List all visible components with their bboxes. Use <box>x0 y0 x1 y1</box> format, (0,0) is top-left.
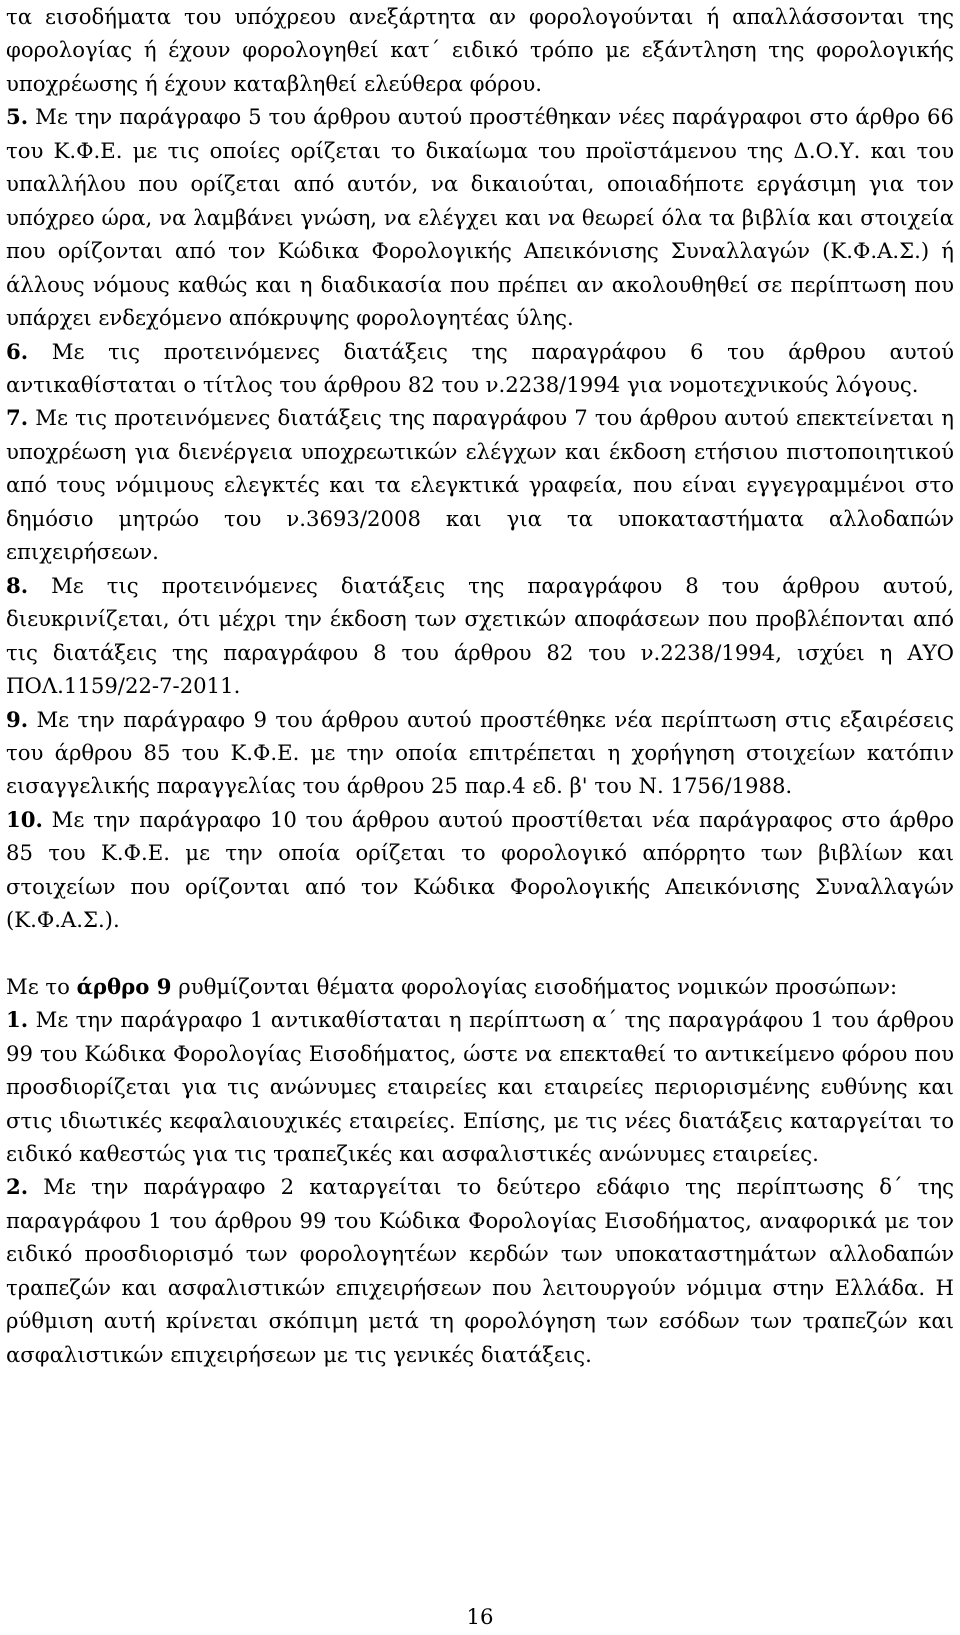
document-page <box>6 0 954 1371</box>
intro-before: Με το <box>6 973 77 999</box>
paragraph-6 <box>6 335 954 402</box>
paragraph-spacer <box>6 937 954 970</box>
paragraph-9 <box>6 703 954 803</box>
paragraph-text: Με τις προτεινόμενες διατάξεις της παραγράφου 7 του άρθρου αυτού επεκτείνεται η υποχρέωση για διενέργεια υποχρεωτικών ελέγχων και έκδοση ετήσιου πιστοποιητικού από τους νόμιμους ελεγκτές και τα ελεγκτικά γραφεία, που είναι εγγεγραμμένοι στο δημόσιο μητρώο του ν.3693/2008 και για τα υποκαταστήματα αλλοδαπών επιχειρήσεων. <box>6 405 954 565</box>
paragraph-number: 8. <box>6 572 29 598</box>
article-9-reference: άρθρο 9 <box>76 973 172 999</box>
paragraph-7 <box>6 401 954 568</box>
paragraph-number: 2. <box>6 1174 29 1200</box>
article-9-paragraph-1 <box>6 1003 954 1170</box>
paragraph-number: 1. <box>6 1007 29 1033</box>
paragraph-text: Με τις προτεινόμενες διατάξεις της παραγράφου 8 του άρθρου αυτού, διευκρινίζεται, ότι μέχρι την έκδοση των σχετικών αποφάσεων που προβλέπονται από τις διατάξεις της παραγράφου 8 του άρθρου 82 του ν.2238/1994, ισχύει η ΑΥΟ ΠΟΛ.1159/22-7-2011. <box>6 572 954 699</box>
intro-after: ρυθμίζονται θέματα φορολογίας εισοδήματος νομικών προσώπων: <box>171 973 898 999</box>
article-9-paragraph-2 <box>6 1170 954 1371</box>
paragraph-number: 10. <box>6 806 43 832</box>
article-9-intro <box>6 970 954 1003</box>
paragraph-number: 5. <box>6 104 29 130</box>
paragraph-text: Με την παράγραφο 10 του άρθρου αυτού προστίθεται νέα παράγραφος στο άρθρο 85 του Κ.Φ.Ε. με την οποία ορίζεται το φορολογικό απόρρητο των βιβλίων και στοιχείων που ορίζονται από τον Κώδικα Φορολογικής Απεικόνισης Συναλλαγών (Κ.Φ.Α.Σ.). <box>6 806 954 933</box>
paragraph-text: Με τις προτεινόμενες διατάξεις της παραγράφου 6 του άρθρου αυτού αντικαθίσταται ο τίτλος του άρθρου 82 του ν.2238/1994 για νομοτεχνικούς λόγους. <box>6 338 954 397</box>
paragraph-number: 7. <box>6 405 29 431</box>
paragraph-number: 6. <box>6 338 29 364</box>
paragraph-text: Με την παράγραφο 9 του άρθρου αυτού προστέθηκε νέα περίπτωση στις εξαιρέσεις του άρθρου 85 του Κ.Φ.Ε. με την οποία επιτρέπεται η χορήγηση στοιχείων κατόπιν εισαγγελικής παραγγελίας του άρθρου 25 παρ.4 εδ. β' του Ν. 1756/1988. <box>6 706 954 799</box>
paragraph-continuation: τα εισοδήματα του υπόχρεου ανεξάρτητα αν φορολογούνται ή απαλλάσσονται της φορολογίας ή έχουν φορολογηθεί κατ΄ ειδικό τρόπο με εξάντληση της φορολογικής υποχρέωσης ή έχουν καταβληθεί ελεύθερα φόρου. <box>6 4 954 96</box>
paragraph-8 <box>6 569 954 703</box>
paragraph-text: Με την παράγραφο 5 του άρθρου αυτού προστέθηκαν νέες παράγραφοι στο άρθρο 66 του Κ.Φ.Ε. με τις οποίες ορίζεται το δικαίωμα του προϊστάμενου της Δ.Ο.Υ. και του υπαλλήλου που ορίζεται από αυτόν, να δικαιούται, οποιαδήποτε εργάσιμη για τον υπόχρεο ώρα, να λαμβάνει γνώση, να ελέγχει και να θεωρεί όλα τα βιβλία και στοιχεία που ορίζονται από τον Κώδικα Φορολογικής Απεικόνισης Συναλλαγών (Κ.Φ.Α.Σ.) ή άλλους νόμους καθώς και η διαδικασία που πρέπει αν ακολουθηθεί σε περίπτωση που υπάρχει ενδεχόμενο απόκρυψης φορολογητέας ύλης. <box>6 104 954 331</box>
paragraph-number: 9. <box>6 706 29 732</box>
paragraph-text: Με την παράγραφο 2 καταργείται το δεύτερο εδάφιο της περίπτωσης δ΄ της παραγράφου 1 του άρθρου 99 του Κώδικα Φορολογίας Εισοδήματος, αναφορικά με τον ειδικό προσδιορισμό των φορολογητέων κερδών των υποκαταστημάτων αλλοδαπών τραπεζών και ασφαλιστικών επιχειρήσεων που λειτουργούν νόμιμα στην Ελλάδα. Η ρύθμιση αυτή κρίνεται σκόπιμη μετά τη φορολόγηση των εσόδων των τραπεζών και ασφαλιστικών επιχειρήσεων με τις γενικές διατάξεις. <box>6 1174 954 1367</box>
paragraph-10 <box>6 803 954 937</box>
page-number: 16 <box>466 1604 494 1629</box>
paragraph-text: Με την παράγραφο 1 αντικαθίσταται η περίπτωση α΄ της παραγράφου 1 του άρθρου 99 του Κώδικα Φορολογίας Εισοδήματος, ώστε να επεκταθεί το αντικείμενο φόρου που προσδιορίζεται για τις ανώνυμες εταιρείες και εταιρείες περιορισμένης ευθύνης και στις ιδιωτικές κεφαλαιουχικές εταιρείες. Επίσης, με τις νέες διατάξεις καταργείται το ειδικό καθεστώς για τις τραπεζικές και ασφαλιστικές ανώνυμες εταιρείες. <box>6 1007 954 1166</box>
paragraph-5 <box>6 100 954 334</box>
